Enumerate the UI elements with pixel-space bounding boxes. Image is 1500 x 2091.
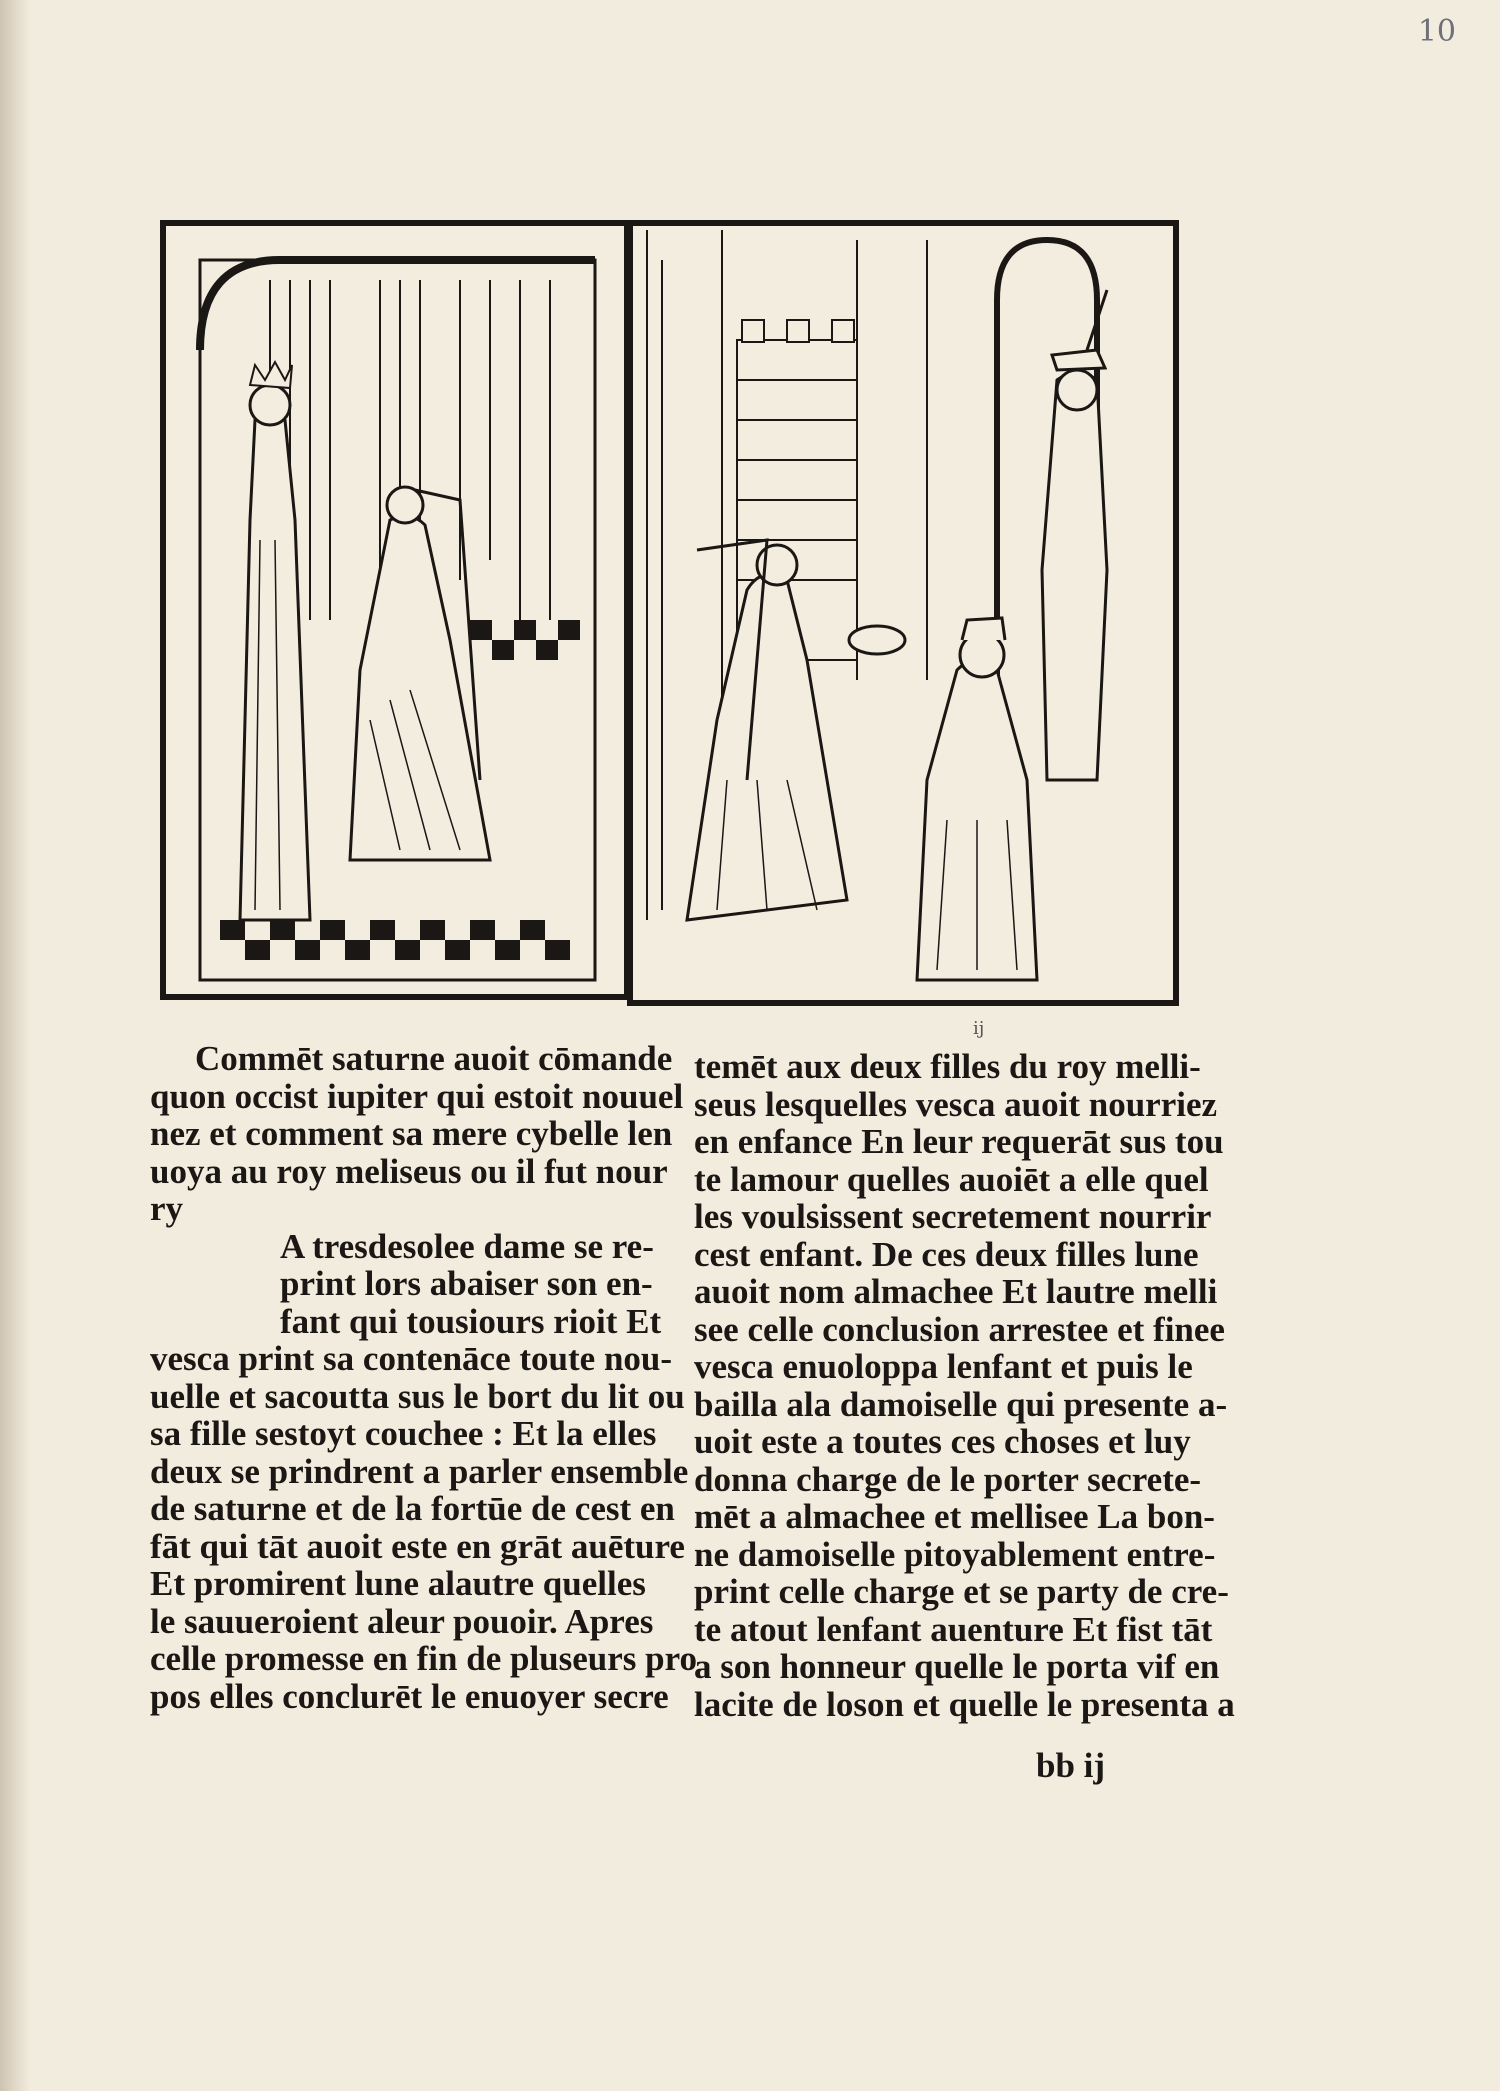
woodcut-right [627, 220, 1179, 1006]
text-line: quon occist iupiter qui estoit nouuel [150, 1076, 684, 1116]
text-line: uelle et sacoutta sus le bort du lit ou [150, 1376, 685, 1416]
text-line: donna charge de le porter secrete- [694, 1459, 1202, 1499]
text-line: les voulsissent secretement nourrir [694, 1197, 1212, 1236]
folio-number: 10 [1417, 14, 1456, 49]
woodcut-left-art [160, 220, 630, 1000]
text-line: Commēt saturne auoit cōmande [195, 1039, 673, 1078]
text-line: see celle conclusion arrestee et finee [694, 1309, 1225, 1349]
text-line: auoit nom almachee Et lautre melli [694, 1272, 1218, 1311]
margin-mark: ij [973, 1018, 985, 1039]
text-line: celle promesse en fin de pluseurs pro [150, 1639, 698, 1678]
text-line: deux se prindrent a parler ensemble [150, 1451, 689, 1491]
text-line: print lors abaiser son en- [280, 1264, 653, 1303]
text-column-right [694, 1047, 1235, 1724]
text-line: a son honneur quelle le porta vif en [694, 1647, 1220, 1686]
text-line: te atout lenfant auenture Et fist tāt [694, 1609, 1213, 1649]
text-line: ry [150, 1189, 184, 1228]
text-line: fant qui tousiours rioit Et [280, 1301, 662, 1341]
text-line: nez et comment sa mere cybelle len [150, 1114, 673, 1153]
text-line: mēt a almachee et mellisee La bon- [694, 1497, 1215, 1536]
text-line: le sauueroient aleur pouoir. Apres [150, 1601, 654, 1641]
text-line: de saturne et de la fortūe de cest en [150, 1489, 675, 1528]
text-line: cest enfant. De ces deux filles lune [694, 1234, 1199, 1274]
text-line: ne damoiselle pitoyablement entre- [694, 1534, 1216, 1574]
text-line: Et promirent lune alautre quelles [150, 1564, 646, 1603]
text-line: uoit este a toutes ces choses et luy [694, 1422, 1191, 1461]
text-line: vesca print sa contenāce toute nou- [150, 1339, 673, 1378]
woodcut-left [160, 220, 630, 1000]
text-line: vesca enuoloppa lenfant et puis le [694, 1347, 1193, 1386]
text-column-left [150, 1039, 698, 1716]
text-line: seus lesquelles vesca auoit nourriez [694, 1084, 1218, 1124]
text-line: en enfance En leur requerāt sus tou [694, 1122, 1224, 1161]
text-line: te lamour quelles auoiēt a elle quel [694, 1159, 1209, 1199]
text-line: temēt aux deux filles du roy melli- [694, 1047, 1201, 1086]
text-line: A tresdesolee dame se re- [280, 1226, 654, 1266]
text-line: pos elles conclurēt le enuoyer secre [150, 1676, 669, 1716]
woodcut-right-art [627, 220, 1179, 1006]
text-line: uoya au roy meliseus ou il fut nour [150, 1151, 668, 1191]
text-line: print celle charge et se party de cre- [694, 1572, 1229, 1611]
text-line: sa fille sestoyt couchee : Et la elles [150, 1414, 657, 1453]
text-line: lacite de loson et quelle le presenta a [694, 1684, 1235, 1724]
signature-mark: bb ij [1036, 1746, 1106, 1785]
text-line: fāt qui tāt auoit este en grāt auēture [150, 1526, 685, 1566]
text-line: bailla ala damoiselle qui presente a- [694, 1384, 1228, 1424]
